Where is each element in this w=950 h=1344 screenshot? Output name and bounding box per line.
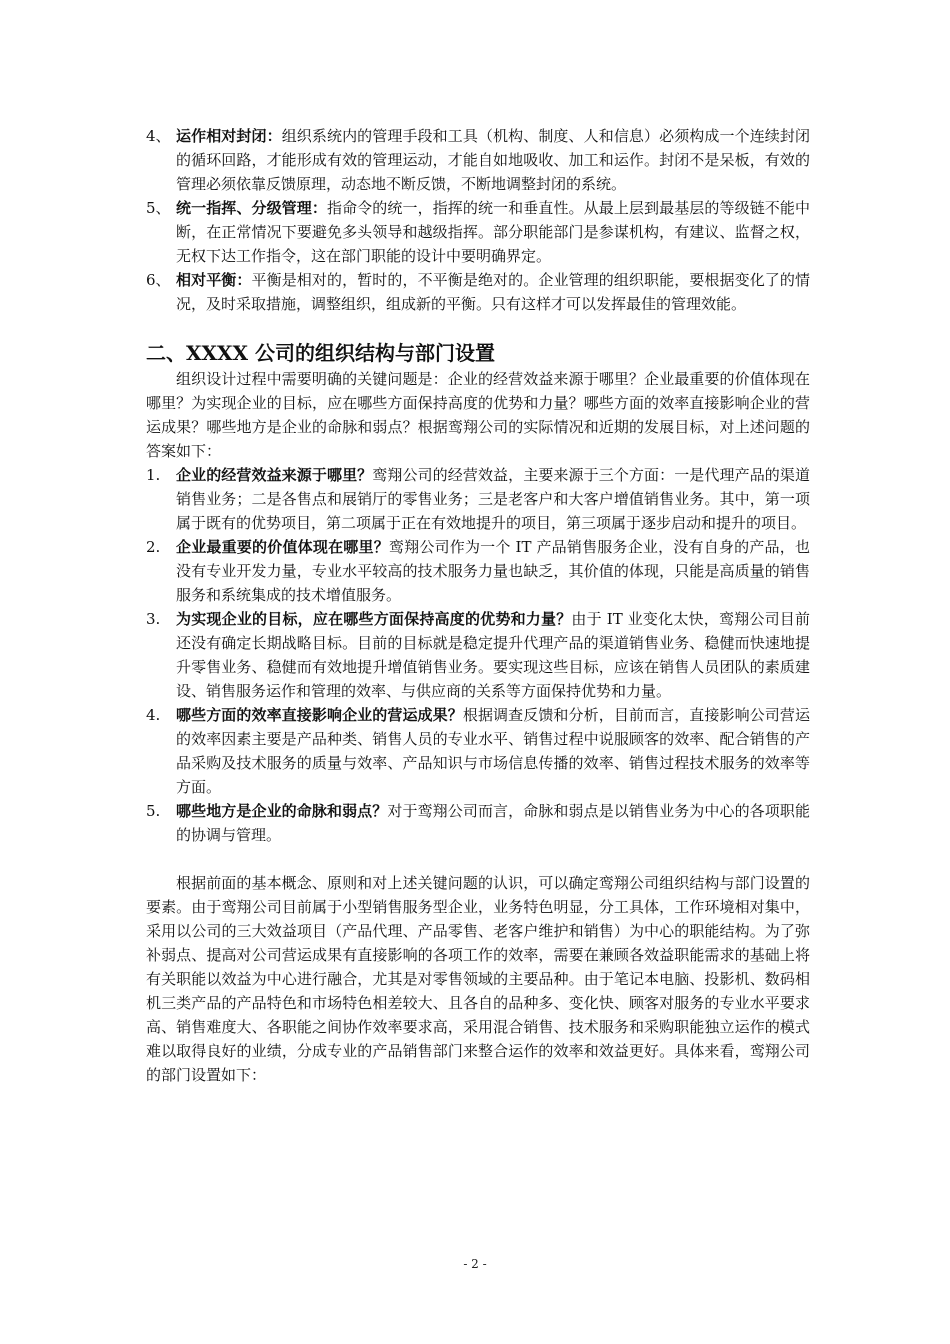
- list-number: 3.: [146, 610, 161, 628]
- question-title: 哪些地方是企业的命脉和弱点？: [176, 802, 388, 820]
- page-number: - 2 -: [463, 1257, 487, 1271]
- list-number: 6、: [146, 271, 171, 289]
- principle-title: 运作相对封闭：: [176, 127, 282, 145]
- principle-title: 相对平衡：: [176, 271, 252, 289]
- list-number: 4、: [146, 127, 171, 145]
- conclusion-paragraph: 根据前面的基本概念、原则和对上述关键问题的认识，可以确定鸾翔公司组织结构与部门设置的要素。由于鸾翔公司目前属于小型销售服务型企业，业务特色明显，分工具体，工作环境相对集中，采用以公司的三大效益项目（产品代理、产品零售、老客户维护和销售）为中心的职能结构。为了弥补弱点、提高对公司营运成果有直接影响的各项工作的效率，需要在兼顾各效益职能需求的基础上将有关职能以效益为中心进行融合，尤其是对零售领域的主要品种。由于笔记本电脑、投影机、数码相机三类产品的产品特色和市场特色相差较大、且各自的品种多、变化快、顾客对服务的专业水平要求高、销售难度大、各职能之间协作效率要求高，采用混合销售、技术服务和采购职能独立运作的模式难以取得良好的业绩，分成专业的产品销售部门来整合运作的效率和效益更好。具体来看，鸾翔公司的部门设置如下：: [146, 874, 810, 1084]
- question-item: [146, 607, 810, 703]
- principle-text: 组织系统内的管理手段和工具（机构、制度、人和信息）必须构成一个连续封闭的循环回路，才能形成有效的管理运动，才能自如地吸收、加工和运作。封闭不是呆板，有效的管理必须依靠反馈原理，动态地不断反馈，不断地调整封闭的系统。: [176, 127, 810, 193]
- list-number: 5.: [146, 802, 161, 820]
- section-heading: 二、XXXX 公司的组织结构与部门设置: [146, 341, 496, 365]
- question-list: [146, 463, 810, 847]
- page-content: [146, 124, 810, 1087]
- question-answer: 根据调查反馈和分析，目前而言，直接影响公司营运的效率因素主要是产品种类、销售人员的专业水平、销售过程中说服顾客的效率、配合销售的产品采购及技术服务的质量与效率、产品知识与市场信息传播的效率、销售过程技术服务的效率等方面。: [176, 706, 810, 796]
- question-title: 企业最重要的价值体现在哪里？: [176, 538, 389, 556]
- principle-text: 指命令的统一，指挥的统一和垂直性。从最上层到最基层的等级链不能中断，在正常情况下要避免多头领导和越级指挥。部分职能部门是参谋机构，有建议、监督之权，无权下达工作指令，这在部门职能的设计中要明确界定。: [176, 199, 810, 265]
- principle-text: 平衡是相对的，暂时的，不平衡是绝对的。企业管理的组织职能，要根据变化了的情况，及时采取措施，调整组织，组成新的平衡。只有这样才可以发挥最佳的管理效能。: [176, 271, 810, 313]
- question-item: [146, 463, 810, 535]
- question-item: [146, 799, 810, 847]
- list-number: 5、: [146, 199, 171, 217]
- question-title: 为实现企业的目标，应在哪些方面保持高度的优势和力量？: [176, 610, 572, 628]
- principle-item: [146, 196, 810, 268]
- list-number: 2.: [146, 538, 161, 556]
- question-title: 企业的经营效益来源于哪里？: [176, 466, 373, 484]
- list-number: 4.: [146, 706, 161, 724]
- question-item: [146, 535, 810, 607]
- list-number: 1.: [146, 466, 161, 484]
- principle-item: [146, 268, 810, 316]
- question-title: 哪些方面的效率直接影响企业的营运成果？: [176, 706, 463, 724]
- question-answer: 对于鸾翔公司而言，命脉和弱点是以销售业务为中心的各项职能的协调与管理。: [176, 802, 810, 844]
- question-item: [146, 703, 810, 799]
- principle-title: 统一指挥、分级管理：: [176, 199, 327, 217]
- principle-item: [146, 124, 810, 196]
- question-answer: 鸾翔公司的经营效益，主要来源于三个方面：一是代理产品的渠道销售业务；二是各售点和展销厅的零售业务；三是老客户和大客户增值销售业务。其中，第一项属于既有的优势项目，第二项属于正在有效地提升的项目，第三项属于逐步启动和提升的项目。: [176, 466, 810, 532]
- intro-paragraph: 组织设计过程中需要明确的关键问题是：企业的经营效益来源于哪里？企业最重要的价值体现在哪里？为实现企业的目标，应在哪些方面保持高度的优势和力量？哪些方面的效率直接影响企业的营运成果？哪些地方是企业的命脉和弱点？根据鸾翔公司的实际情况和近期的发展目标，对上述问题的答案如下：: [146, 370, 810, 460]
- question-answer: 由于 IT 业变化太快，鸾翔公司目前还没有确定长期战略目标。目前的目标就是稳定提升代理产品的渠道销售业务、稳健而快速地提升零售业务、稳健而有效地提升增值销售业务。要实现这些目标，应该在销售人员团队的素质建设、销售服务运作和管理的效率、与供应商的关系等方面保持优势和力量。: [176, 610, 810, 700]
- question-answer: 鸾翔公司作为一个 IT 产品销售服务企业，没有自身的产品，也没有专业开发力量，专业水平较高的技术服务力量也缺乏，其价值的体现，只能是高质量的销售服务和系统集成的技术增值服务。: [176, 538, 810, 604]
